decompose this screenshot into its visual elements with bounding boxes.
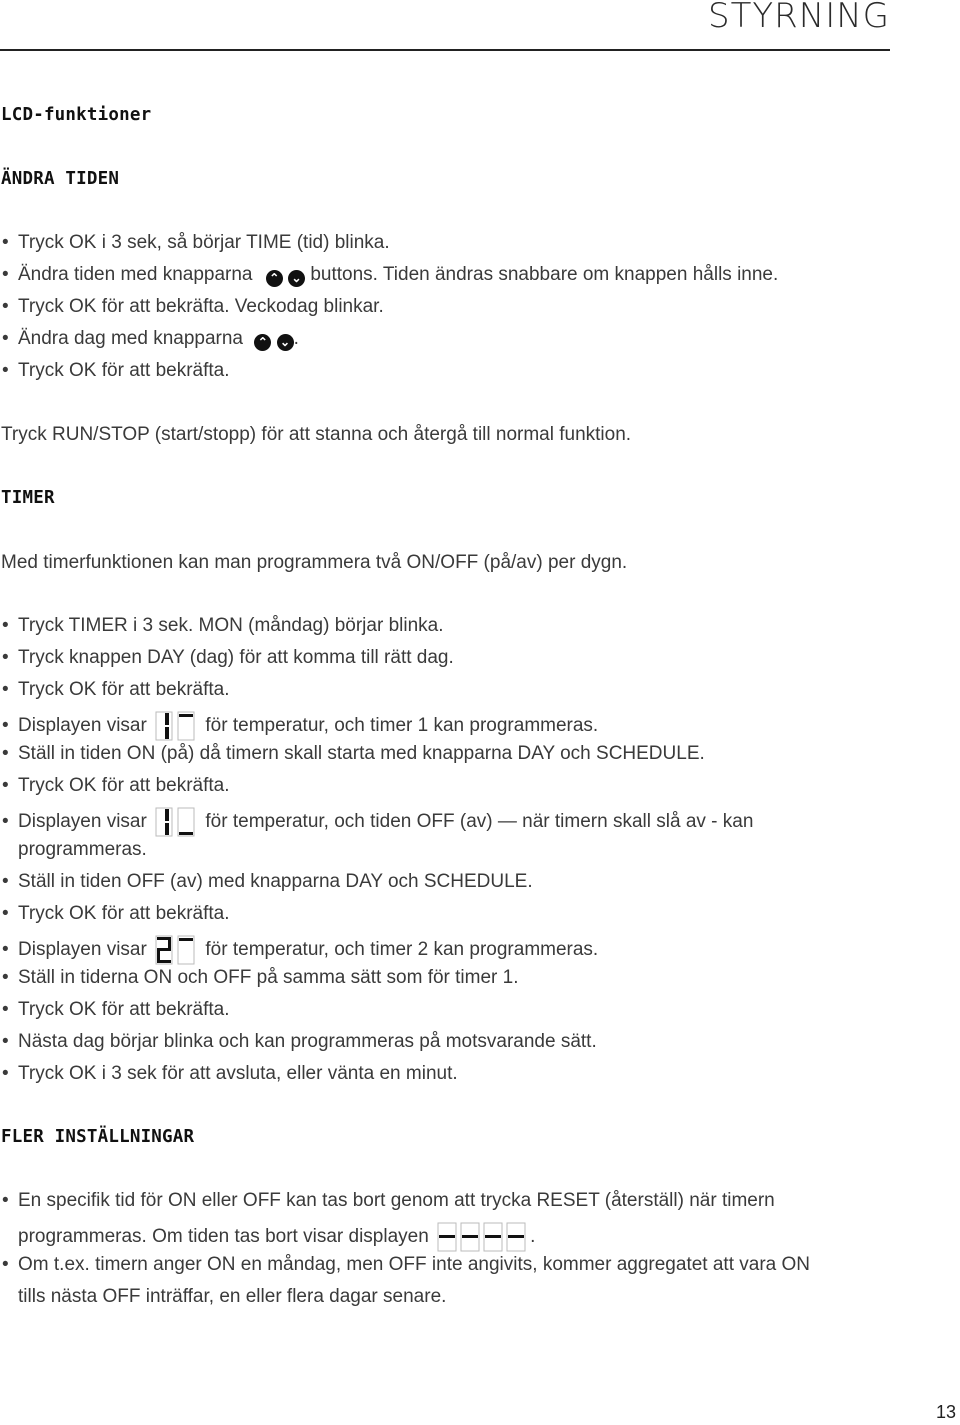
page-number: 13	[935, 1402, 956, 1422]
list-item: • Tryck knappen DAY (dag) för att komma till rätt dag.	[2, 647, 454, 668]
list-item: • Tryck OK för att bekräfta.	[2, 903, 230, 924]
lcd-display-icon	[154, 806, 198, 838]
list-item: • Om t.ex. timern anger ON en måndag, men OFF inte angivits, kommer aggregatet att vara ON	[2, 1254, 810, 1275]
list-item: • Tryck OK för att bekräfta.	[2, 360, 230, 381]
section-heading-timer: TIMER	[1, 488, 55, 508]
list-item: • Tryck OK för att bekräfta.	[2, 999, 230, 1020]
list-item: • Tryck OK för att bekräfta.	[2, 679, 230, 700]
list-item: • Displayen visar för temperatur, och timer 2 kan programmeras.	[2, 934, 598, 962]
list-item: • En specifik tid för ON eller OFF kan tas bort genom att trycka RESET (återställ) när timern	[2, 1190, 775, 1211]
list-item: • Displayen visar för temperatur, och tiden OFF (av) — när timern skall slå av - kan	[2, 806, 753, 834]
section-heading-fler: FLER INSTÄLLNINGAR	[1, 1127, 195, 1147]
list-item: • Tryck OK för att bekräfta. Veckodag blinkar.	[2, 296, 384, 317]
list-item: • Displayen visar för temperatur, och timer 1 kan programmeras.	[2, 710, 598, 738]
header-divider	[0, 49, 890, 51]
run-stop-note: Tryck RUN/STOP (start/stopp) för att stanna och återgå till normal funktion.	[1, 424, 632, 445]
up-arrow-icon: ⌃	[254, 334, 271, 351]
list-item: • Ändra dag med knapparna ⌃ ⌄ .	[2, 328, 299, 349]
list-item: • Ställ in tiden ON (på) då timern skall starta med knapparna DAY och SCHEDULE.	[2, 743, 705, 764]
down-arrow-icon: ⌄	[288, 270, 305, 287]
down-arrow-icon: ⌄	[277, 334, 294, 351]
up-arrow-icon: ⌃	[266, 270, 283, 287]
list-item: • Ställ in tiden OFF (av) med knapparna DAY och SCHEDULE.	[2, 871, 533, 892]
list-item-continuation: tills nästa OFF inträffar, en eller flera dagar senare.	[18, 1286, 447, 1307]
lcd-blank-display-icon	[436, 1221, 528, 1253]
list-item: • Tryck OK i 3 sek, så börjar TIME (tid) blinka.	[2, 232, 390, 253]
page-title: STYRNING	[708, 0, 890, 36]
list-item: • Tryck OK för att bekräfta.	[2, 775, 230, 796]
timer-intro: Med timerfunktionen kan man programmera två ON/OFF (på/av) per dygn.	[1, 552, 628, 573]
list-item: • Ställ in tiderna ON och OFF på samma sätt som för timer 1.	[2, 967, 519, 988]
lcd-display-icon	[154, 934, 198, 966]
list-item: • Nästa dag börjar blinka och kan programmeras på motsvarande sätt.	[2, 1031, 597, 1052]
lcd-display-icon	[154, 710, 198, 742]
list-item: • Ändra tiden med knapparna ⌃ ⌄ buttons. Tiden ändras snabbare om knappen hålls inne.	[2, 264, 779, 285]
list-item-continuation: programmeras. Om tiden tas bort visar displayen .	[2, 1221, 535, 1249]
section-heading-andra-tiden: ÄNDRA TIDEN	[1, 169, 120, 189]
list-item-continuation: programmeras.	[18, 839, 147, 860]
list-item: • Tryck TIMER i 3 sek. MON (måndag) börjar blinka.	[2, 615, 444, 636]
section-heading-lcd: LCD-funktioner	[1, 105, 152, 125]
list-item: • Tryck OK i 3 sek för att avsluta, eller vänta en minut.	[2, 1063, 458, 1084]
